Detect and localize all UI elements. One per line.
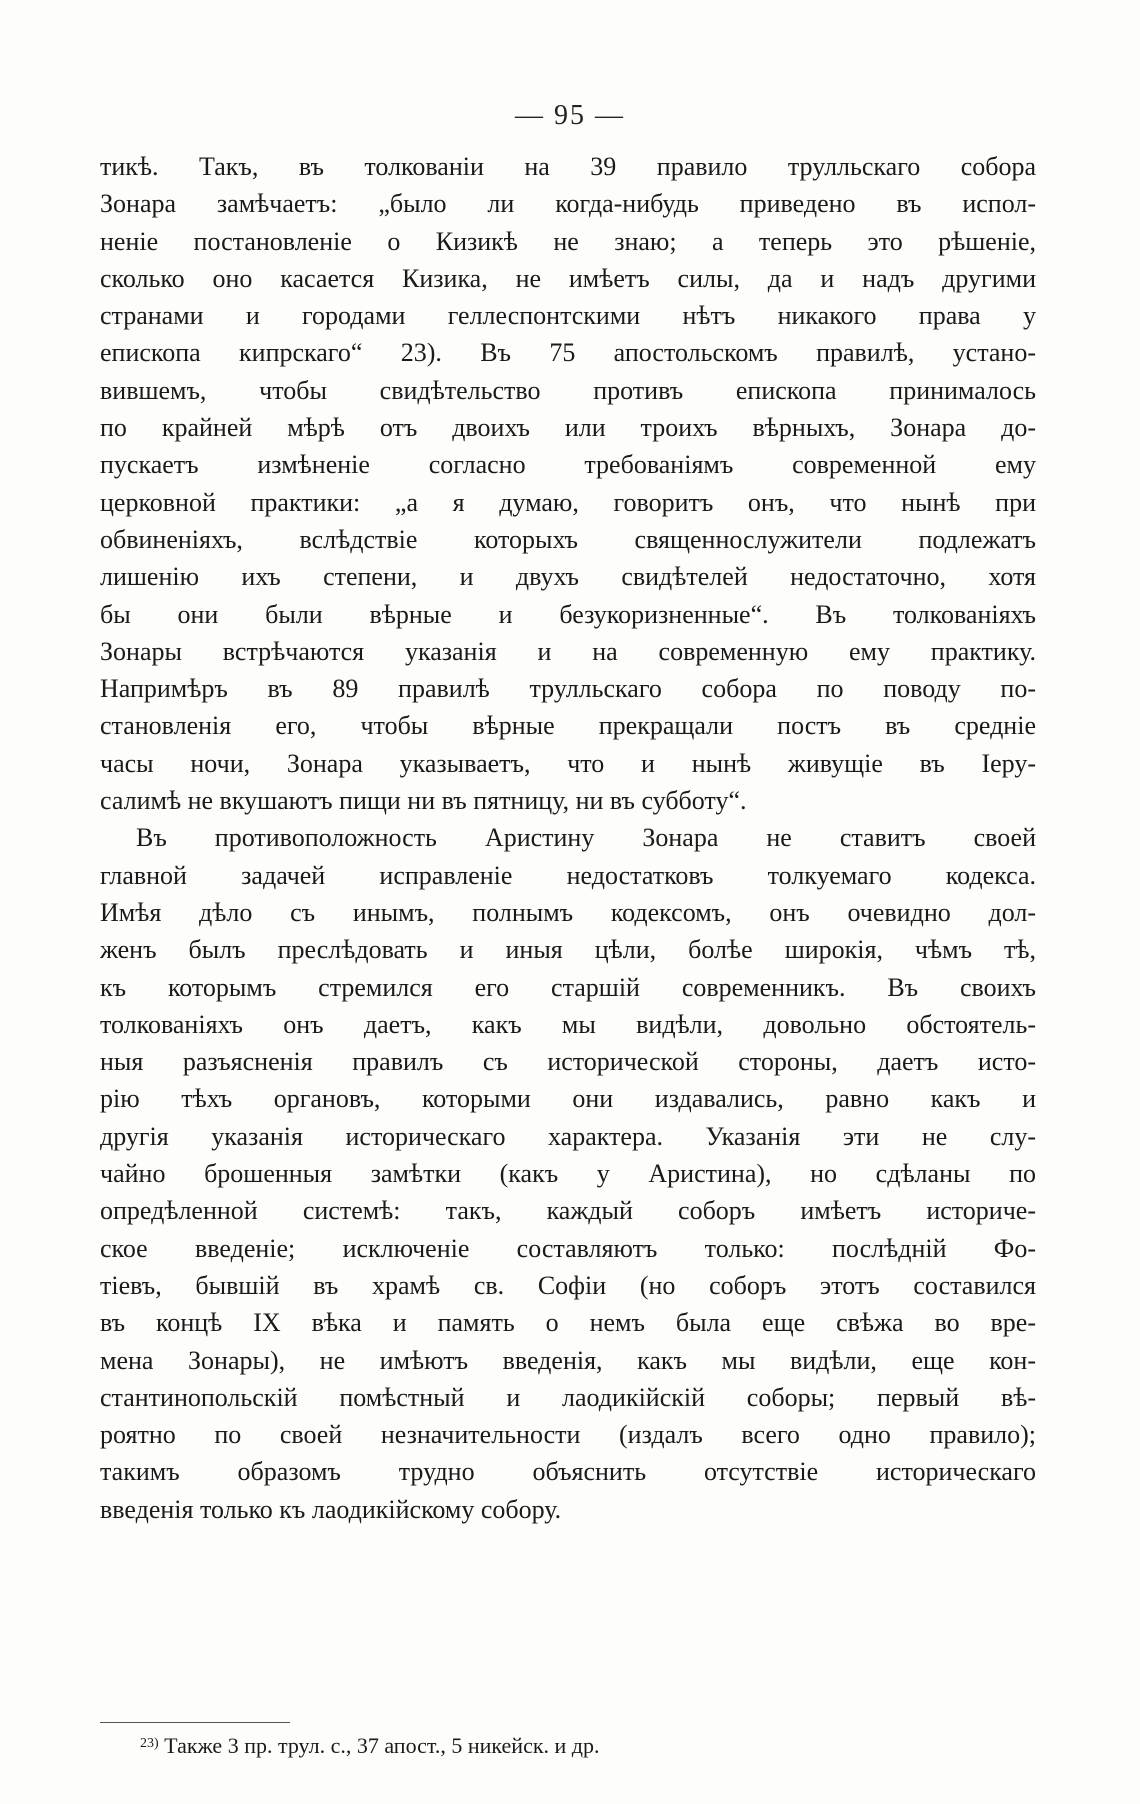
text-line: другія указанія историческаго характера. Указанія эти не слу- [100, 1121, 1036, 1151]
text-line: Имѣя дѣло съ инымъ, полнымъ кодексомъ, онъ очевидно дол- [100, 897, 1036, 927]
footnote-text: Также 3 пр. трул. с., 37 апост., 5 никейск. и др. [164, 1733, 600, 1758]
text-line: женъ былъ преслѣдовать и иныя цѣли, болѣе широкія, чѣмъ тѣ, [100, 935, 1036, 965]
text-line: мена Зонары), не имѣютъ введенія, какъ мы видѣли, еще кон- [100, 1345, 1036, 1375]
text-line: Зонары встрѣчаются указанія и на современную ему практику. [100, 636, 1036, 666]
text-line: чайно брошенныя замѣтки (какъ у Аристина), но сдѣланы по [100, 1159, 1036, 1189]
text-line: тіевъ, бывшій въ храмѣ св. Софіи (но соборъ этотъ составился [100, 1270, 1036, 1300]
text-line: вившемъ, чтобы свидѣтельство противъ епископа принималось [100, 375, 1036, 405]
paragraph-start-line: Въ противоположность Аристину Зонара не ставитъ своей [136, 823, 1036, 853]
text-line: бы они были вѣрные и безукоризненные“. Въ толкованіяхъ [100, 599, 1036, 629]
text-line: главной задачей исправленіе недостатковъ толкуемаго кодекса. [100, 860, 1036, 890]
text-line: Зонара замѣчаетъ: „было ли когда-нибудь приведено въ испол- [100, 189, 1036, 219]
text-line: въ концѣ IX вѣка и память о немъ была еще свѣжа во вре- [100, 1308, 1036, 1338]
footnote-marker: 23) [140, 1736, 159, 1751]
footnote [140, 1730, 840, 1762]
text-line: пускаетъ измѣненіе согласно требованіямъ современной ему [100, 450, 1036, 480]
text-line: введенія только къ лаодикійскому собору. [100, 1494, 562, 1524]
text-line: часы ночи, Зонара указываетъ, что и нынѣ живущіе въ Іеру- [100, 748, 1036, 778]
text-line: тикѣ. Такъ, въ толкованіи на 39 правило трулльскаго собора [100, 152, 1036, 181]
text-line: по крайней мѣрѣ отъ двоихъ или троихъ вѣрныхъ, Зонара до- [100, 413, 1036, 443]
text-line: къ которымъ стремился его старшій современникъ. Въ своихъ [100, 972, 1036, 1002]
text-line: сколько оно касается Кизика, не имѣетъ силы, да и надъ другими [100, 263, 1036, 293]
text-line: неніе постановленіе о Кизикѣ не знаю; а теперь это рѣшеніе, [100, 226, 1036, 256]
text-line: ское введеніе; исключеніе составляютъ только: послѣдній Фо- [100, 1233, 1036, 1263]
text-line: Напримѣръ въ 89 правилѣ трулльскаго собора по поводу по- [100, 674, 1036, 704]
text-line: церковной практики: „а я думаю, говоритъ онъ, что нынѣ при [100, 487, 1036, 517]
text-line: епископа кипрскаго“ 23). Въ 75 апостольскомъ правилѣ, устано- [100, 338, 1036, 368]
text-line: рію тѣхъ органовъ, которыми они издавались, равно какъ и [100, 1084, 1036, 1114]
text-line: обвиненіяхъ, вслѣдствіе которыхъ священнослужители подлежатъ [100, 524, 1036, 554]
text-line: странами и городами геллеспонтскими нѣтъ никакого права у [100, 301, 1036, 331]
text-line: салимѣ не вкушаютъ пищи ни въ пятницу, ни въ субботу“. [100, 786, 747, 816]
footnote-divider [100, 1722, 290, 1723]
page-number: — 95 — [515, 100, 625, 131]
body-text [100, 148, 1036, 1528]
text-line: толкованіяхъ онъ даетъ, какъ мы видѣли, довольно обстоятель- [100, 1009, 1036, 1039]
text-line: лишенію ихъ степени, и двухъ свидѣтелей недостаточно, хотя [100, 562, 1036, 592]
text-line: такимъ образомъ трудно объяснить отсутствіе историческаго [100, 1457, 1036, 1487]
text-line: ныя разъясненія правилъ съ исторической стороны, даетъ исто- [100, 1047, 1036, 1077]
text-line: становленія его, чтобы вѣрные прекращали постъ въ средніе [100, 711, 1036, 741]
text-line: стантинопольскій помѣстный и лаодикійскій соборы; первый вѣ- [100, 1382, 1036, 1412]
text-line: роятно по своей незначительности (издалъ всего одно правило); [100, 1420, 1036, 1450]
text-line: опредѣленной системѣ: такъ, каждый соборъ имѣетъ историче- [100, 1196, 1036, 1226]
